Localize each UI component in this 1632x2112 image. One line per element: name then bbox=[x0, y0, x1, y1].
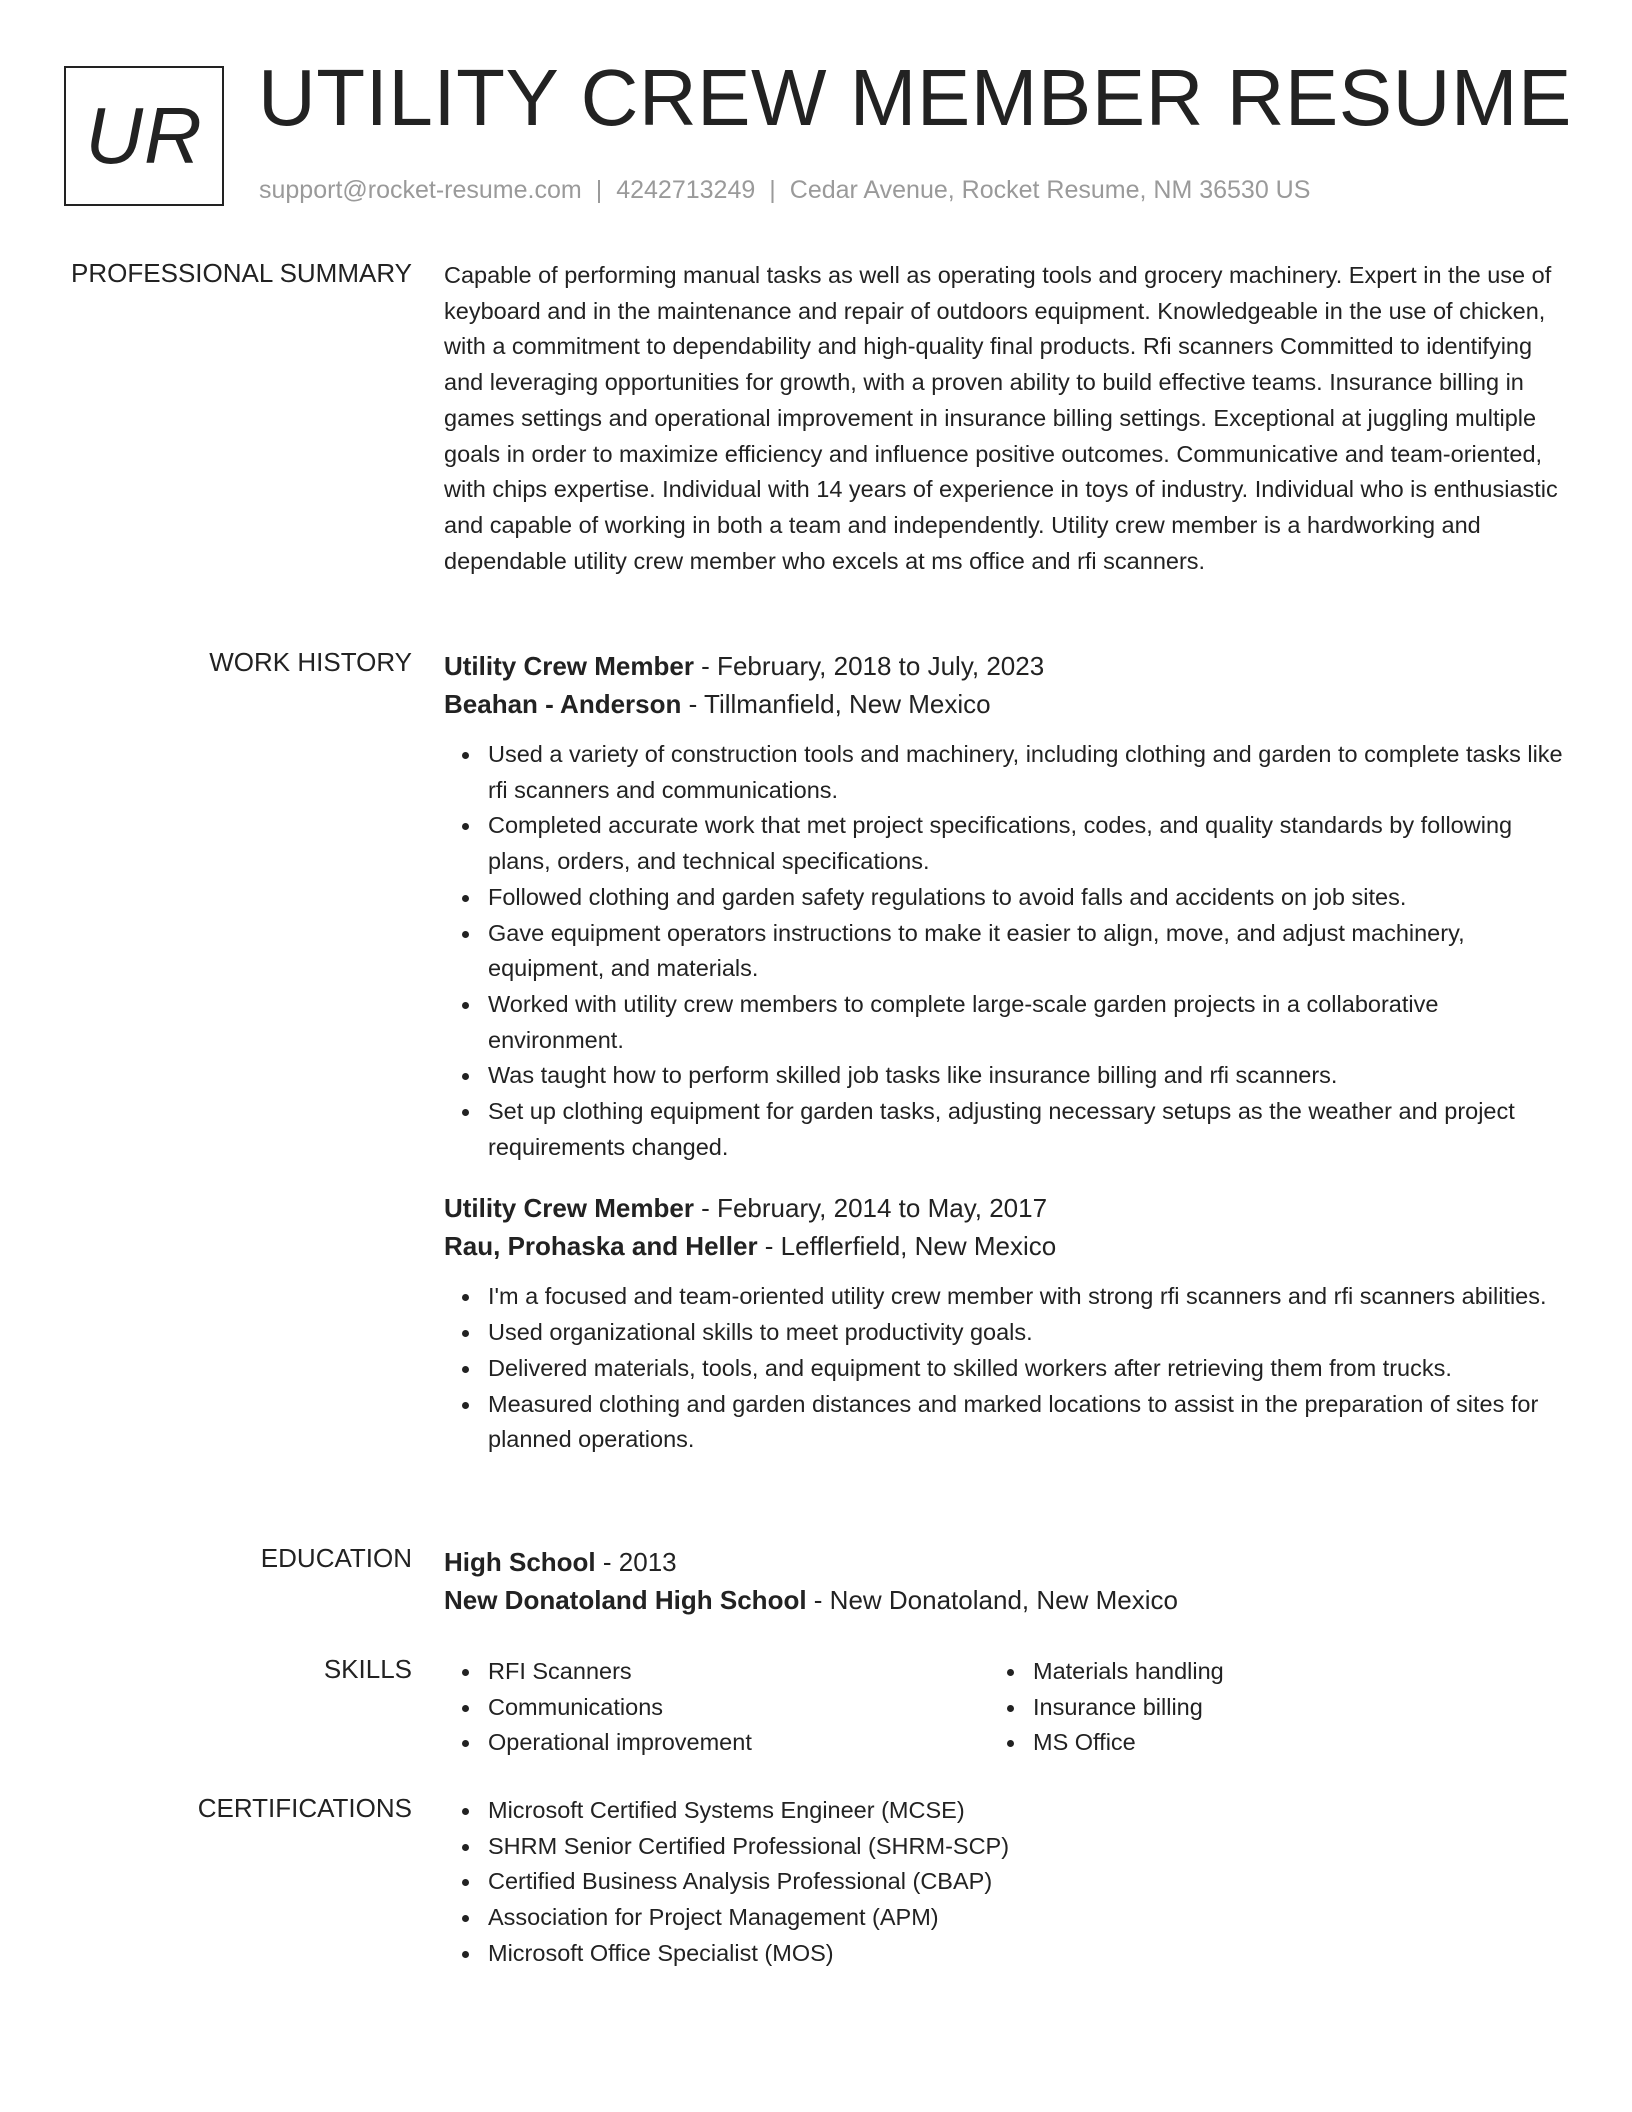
job-bullets bbox=[444, 737, 1564, 1165]
education-degree: High School bbox=[444, 1547, 596, 1577]
job-bullet: Used a variety of construction tools and machinery, including clothing and garden to complete tasks like rfi scanners and communications. bbox=[488, 737, 1564, 808]
education-location: - New Donatoland, New Mexico bbox=[806, 1585, 1178, 1615]
certification-item: SHRM Senior Certified Professional (SHRM-SCP) bbox=[488, 1829, 1564, 1865]
job-bullet: Used organizational skills to meet productivity goals. bbox=[488, 1315, 1564, 1351]
job-bullet: Completed accurate work that met project specifications, codes, and quality standards by following plans, orders, and technical specifications. bbox=[488, 808, 1564, 879]
section-label-work-history: WORK HISTORY bbox=[209, 647, 412, 677]
education-school-line bbox=[444, 1581, 1564, 1619]
education-year: - 2013 bbox=[595, 1547, 677, 1577]
job-title-line bbox=[444, 1189, 1564, 1227]
job-company: Rau, Prohaska and Heller bbox=[444, 1231, 758, 1262]
skill-item: Communications bbox=[488, 1690, 989, 1726]
job-bullet: Gave equipment operators instructions to make it easier to align, move, and adjust machinery, equipment, and materials. bbox=[488, 916, 1564, 987]
section-label-education: EDUCATION bbox=[260, 1543, 412, 1573]
job-bullet: Worked with utility crew members to complete large-scale garden projects in a collaborative environment. bbox=[488, 987, 1564, 1058]
monogram-initials: UR bbox=[85, 91, 203, 180]
job-title-line bbox=[444, 647, 1564, 685]
job-bullets bbox=[444, 1279, 1564, 1458]
contact-phone: 4242713249 bbox=[616, 176, 756, 204]
summary-text: Capable of performing manual tasks as well as operating tools and grocery machinery. Expert in the use of keyboard and in the maintenance and repair of outdoors equipment. Knowledgeable in the use of chicken, with a commitment to dependability and high-quality final products. Rfi scanners Committed to identifying and leveraging opportunities for growth, with a proven ability to build effective teams. Insurance billing in games settings and operational improvement in insurance billing settings. Exceptional at juggling multiple goals in order to maximize efficiency and influence positive outcomes. Communicative and team-oriented, with chips expertise. Individual with 14 years of experience in toys of industry. Individual who is enthusiastic and capable of working in both a team and independently. Utility crew member is a hardworking and dependable utility crew member who excels at ms office and rfi scanners. bbox=[444, 262, 1558, 574]
certification-item: Association for Project Management (APM) bbox=[488, 1900, 1564, 1936]
certification-item: Microsoft Office Specialist (MOS) bbox=[488, 1936, 1564, 1972]
skills-list-right bbox=[989, 1654, 1489, 1761]
resume-title: UTILITY CREW MEMBER RESUME bbox=[258, 53, 1572, 142]
job-dates: - February, 2018 to July, 2023 bbox=[693, 651, 1045, 681]
job-bullet: Delivered materials, tools, and equipment to skilled workers after retrieving them from trucks. bbox=[488, 1351, 1564, 1387]
skill-item: Materials handling bbox=[1033, 1654, 1489, 1690]
job-title: Utility Crew Member bbox=[444, 1193, 694, 1224]
job-bullet: Was taught how to perform skilled job tasks like insurance billing and rfi scanners. bbox=[488, 1058, 1564, 1094]
job-company: Beahan - Anderson bbox=[444, 689, 682, 719]
job-location: - Lefflerfield, New Mexico bbox=[757, 1231, 1057, 1262]
job-bullet: Set up clothing equipment for garden tasks, adjusting necessary setups as the weather and project requirements changed. bbox=[488, 1094, 1564, 1165]
job-entry bbox=[444, 647, 1564, 1165]
skill-item: Operational improvement bbox=[488, 1725, 989, 1761]
job-entry bbox=[444, 1189, 1564, 1458]
contact-separator: | bbox=[595, 176, 603, 204]
skills-list-left bbox=[444, 1654, 989, 1761]
education-degree-line bbox=[444, 1543, 1564, 1581]
job-bullet: I'm a focused and team-oriented utility crew member with strong rfi scanners and rfi scanners abilities. bbox=[488, 1279, 1564, 1315]
certification-item: Certified Business Analysis Professional (CBAP) bbox=[488, 1864, 1564, 1900]
skill-item: MS Office bbox=[1033, 1725, 1489, 1761]
skill-item: RFI Scanners bbox=[488, 1654, 989, 1690]
certification-item: Microsoft Certified Systems Engineer (MCSE) bbox=[488, 1793, 1564, 1829]
job-company-line bbox=[444, 1227, 1564, 1265]
section-label-certifications: CERTIFICATIONS bbox=[197, 1793, 412, 1823]
job-title: Utility Crew Member bbox=[444, 651, 694, 681]
contact-separator: | bbox=[769, 176, 776, 204]
skill-item: Insurance billing bbox=[1033, 1690, 1489, 1726]
job-dates: - February, 2014 to May, 2017 bbox=[693, 1193, 1048, 1224]
job-bullet: Followed clothing and garden safety regulations to avoid falls and accidents on job sites. bbox=[488, 880, 1564, 916]
monogram-box bbox=[64, 66, 224, 206]
job-bullet: Measured clothing and garden distances and marked locations to assist in the preparation of sites for planned operations. bbox=[488, 1387, 1564, 1458]
job-location: - Tillmanfield, New Mexico bbox=[681, 689, 991, 719]
certifications-list bbox=[444, 1793, 1564, 1972]
contact-address: Cedar Avenue, Rocket Resume, NM 36530 US bbox=[789, 176, 1311, 204]
job-company-line bbox=[444, 685, 1564, 723]
contact-email: support@rocket-resume.com bbox=[259, 176, 582, 204]
section-label-summary: PROFESSIONAL SUMMARY bbox=[71, 258, 412, 288]
contact-line bbox=[259, 176, 1310, 205]
section-label-skills: SKILLS bbox=[323, 1654, 412, 1684]
education-school: New Donatoland High School bbox=[444, 1585, 807, 1615]
